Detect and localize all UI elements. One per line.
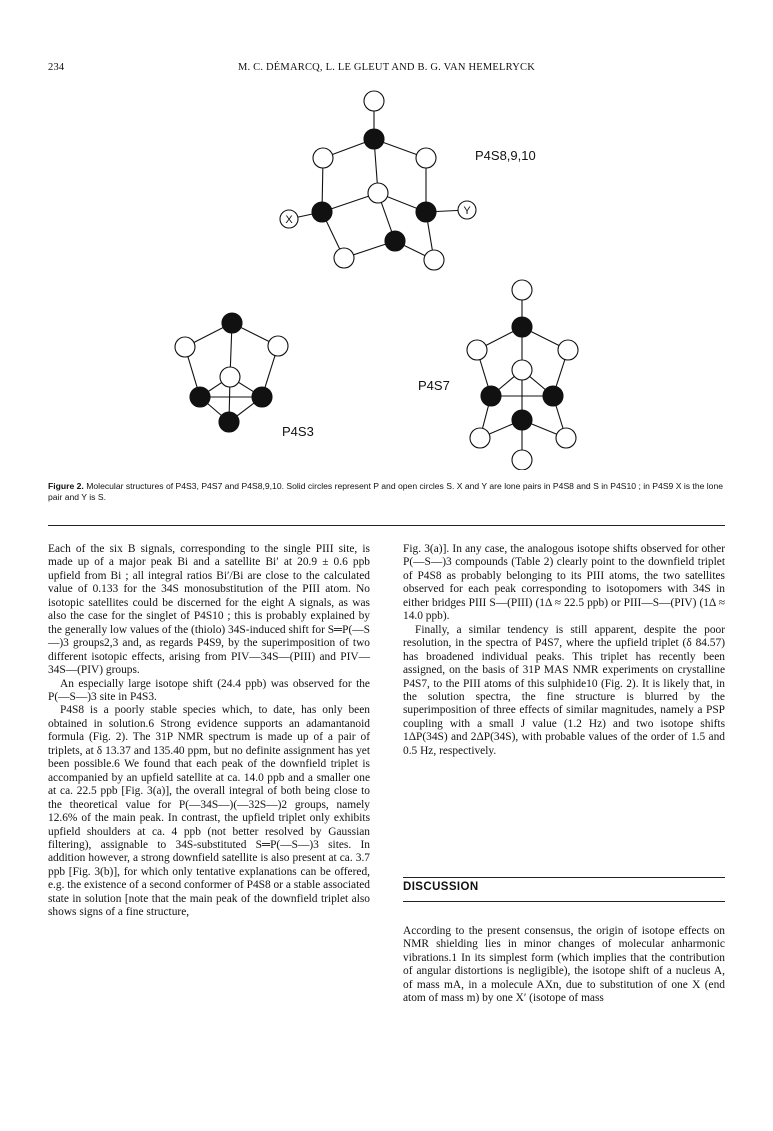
molecular-structures-diagram: [48, 85, 725, 470]
paragraph: P4S8 is a poorly stable species which, to date, has only been obtained in solution.6 Strong evidence supports an adamantanoid formula (Fig. 2). The 31P NMR spectrum is made up of a pair of triplets, at δ 13.37 and 135.40 ppm, but no definite assignment has yet been possible.6 We found that each peak of the downfield triplet is accompanied by an upfield satellite at ca. 14.0 ppb and a smaller one at ca. 22.5 ppb [Fig. 3(a)], the overall integral of both being close to the theoretical value for P(—34S—)(—32S—)2 groups, namely 12.6% of the main peak. In contrast, the upfield triplet only exhibits upfield shoulders at ca. 4 ppb (not better resolved by Gaussian filtering), assignable to 34S-substituted S═P(—S—)3 sites. In addition however, a strong downfield satellite is also present at ca. 3.7 ppb [Fig. 3(b)], for which only tentative explanations can be offered, e.g. the existence of a second conformer of P4S8 or a stable associated state in solution [note that the main peak of the downfield triplet also shows signs of a fine structure,: [48, 704, 370, 919]
left-column: [48, 543, 370, 920]
discussion-bottom-rule: [403, 901, 725, 902]
page-header: [48, 62, 725, 78]
discussion-top-rule: [403, 877, 725, 878]
y-label: Y: [463, 205, 471, 217]
p4s8-label: P4S8,9,10: [475, 148, 536, 163]
caption-text: Molecular structures of P4S3, P4S7 and P4S8,9,10. Solid circles represent P and open circles S. X and Y are lone pairs in P4S8 and S in P4S10 ; in P4S9 X is the lone pair and Y is S.: [48, 481, 724, 502]
paragraph: Fig. 3(a)]. In any case, the analogous isotope shifts observed for other P(—S—)3 compounds (Table 2) clearly point to the downfield triplet of P4S8 as probably belonging to its PIII atoms, the two satellites observed for each peak corresponding to isotopomers with 34S in either bridges PIII S—(PIII) (1Δ ≈ 22.5 ppb) or PIII—S—(PIV) (1Δ ≈ 14.0 ppb).: [403, 543, 725, 623]
paragraph: Each of the six B signals, corresponding to the single PIII site, is made up of a major peak Bi and a satellite Bi′ at 20.9 ± 0.6 ppb upfield from Bi ; all integral ratios Bi′/Bi are close to the calculated value of 0.133 for the 34S monosubstitution of the PIII atom. No isotopic satellites could be discerned for the eight A signals, as was also the case for the singlet of P4S10 ; this is probably explained by the generally low values of the (thiolo) 34S-induced shift for S═P(—S—)3 groups2,3 and, as regards P4S9, by the superimposition of two different isotopic effects, arising from PIV—34S—(PIII) and PIV—34S—(PIV) groups.: [48, 543, 370, 677]
p4s3-label: P4S3: [282, 424, 314, 439]
paragraph: According to the present consensus, the origin of isotope effects on NMR shielding lies in minor changes of molecular anharmonic vibrations.1 In its simplest form (which implies that the contribution of angular distortions is negligible), the isotope shift of a nucleus A, of mass mA, in a molecule AXn, due to substitution of one X (end atom of mass m) by one X′ (isotope of mass: [403, 925, 725, 1005]
x-label: X: [285, 214, 293, 226]
figure-2: [48, 85, 725, 470]
paragraph: An especially large isotope shift (24.4 ppb) was observed for the P(—S—)3 site in P4S3.: [48, 677, 370, 703]
section-heading: DISCUSSION: [403, 881, 479, 893]
page-number: 234: [48, 62, 65, 73]
p4s7-label: P4S7: [418, 378, 450, 393]
discussion-body: [403, 925, 725, 1006]
caption-label: Figure 2.: [48, 481, 84, 491]
running-title: M. C. DÉMARCQ, L. LE GLEUT AND B. G. VAN HEMELRYCK: [237, 62, 536, 73]
caption-divider: [48, 525, 725, 526]
right-column: [403, 543, 725, 758]
paragraph: Finally, a similar tendency is still apparent, despite the poor resolution, in the spectra of P4S7, where the upfield triplet (δ 84.57) has broadened individual peaks. This triplet has recently been assigned, on the basis of 31P MAS NMR experiments on crystalline P4S7, to the PIII atoms of this sulphide10 (Fig. 2). It is likely that, in the solution spectra, the fine structure is blurred by the superimposition of three effects of similar magnitudes, namely a PSP coupling with a small J value (1.2 Hz) and two isotope shifts 1ΔP(34S) and 2ΔP(34S), with probable values of the order of 1.5 and 0.5 Hz, respectively.: [403, 623, 725, 757]
figure-caption: [48, 481, 728, 503]
